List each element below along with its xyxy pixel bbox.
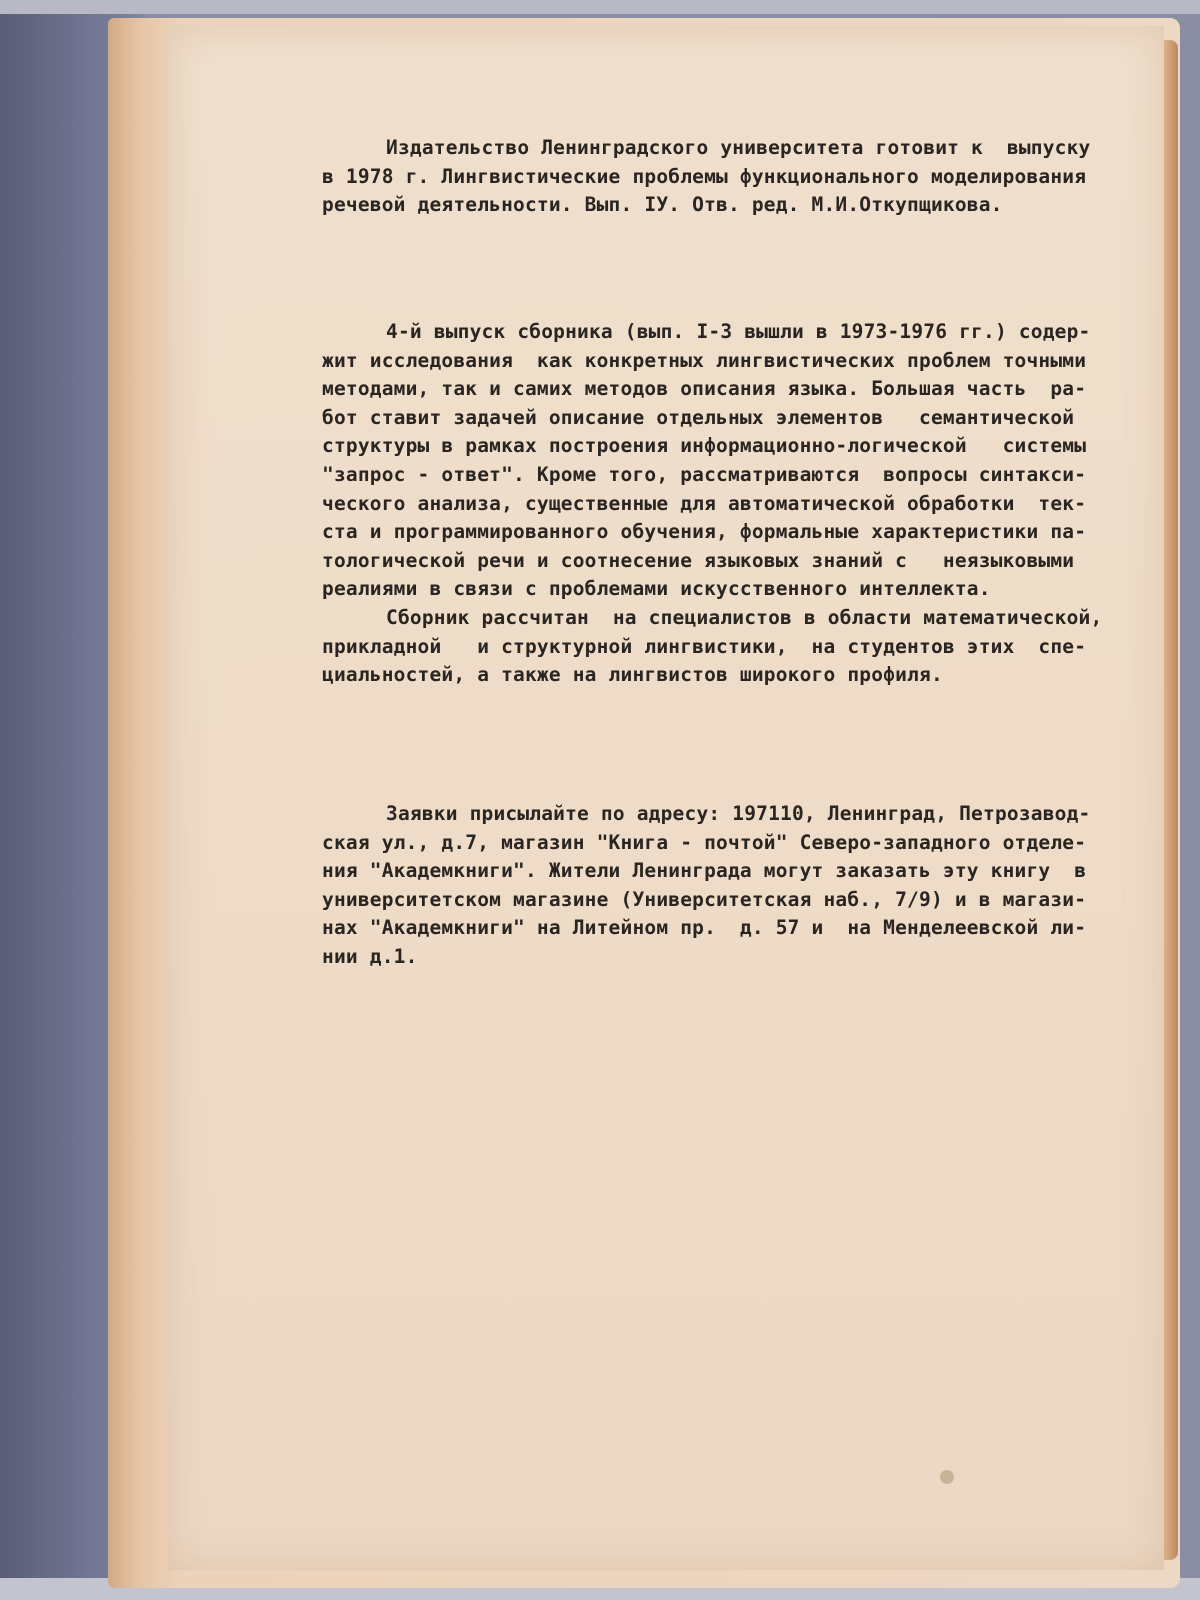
text-line: Издательство Ленинградского университета готовит к выпуску — [386, 136, 1091, 159]
text-line: Заявки присылайте по адресу: 197110, Ленинград, Петрозавод- — [386, 802, 1091, 825]
text-line: реалиями в связи с проблемами искусственного интеллекта. — [322, 577, 991, 601]
text-line: университетском магазине (Университетская наб., 7/9) и в магази- — [322, 887, 1087, 911]
text-line: 4-й выпуск сборника (вып. I-3 вышли в 1973-1976 гг.) содер- — [386, 320, 1091, 343]
text-line: нах "Академкниги" на Литейном пр. д. 57 и на Менделеевской ли- — [322, 916, 1087, 940]
scan-top-margin — [0, 0, 1200, 14]
text-line: нии д.1. — [322, 944, 418, 968]
text-line: в 1978 г. Лингвистические проблемы функционального моделирования — [322, 164, 1087, 188]
text-line: бот ставит задачей описание отдельных элементов семантической — [322, 405, 1075, 429]
announcement-paragraph — [322, 134, 1134, 220]
description-paragraph — [322, 318, 1134, 690]
text-line: методами, так и самих методов описания языка. Большая часть ра- — [322, 377, 1087, 401]
text-line: ста и программированного обучения, формальные характеристики па- — [322, 520, 1087, 544]
text-line: Сборник рассчитан на специалистов в области математической, — [386, 605, 1103, 629]
text-line: ния "Академкниги". Жители Ленинграда могут заказать эту книгу в — [322, 859, 1087, 883]
paper-stain — [940, 1470, 954, 1484]
text-line: жит исследования как конкретных лингвистических проблем точными — [322, 348, 1087, 372]
text-line: структуры в рамках построения информационно-логической системы — [322, 434, 1087, 458]
text-line: ская ул., д.7, магазин "Книга - почтой" Северо-западного отделе- — [322, 830, 1087, 854]
text-line: прикладной и структурной лингвистики, на студентов этих спе- — [322, 634, 1087, 658]
text-line: "запрос - ответ". Кроме того, рассматриваются вопросы синтакси- — [322, 462, 1087, 486]
book-page — [168, 26, 1164, 1570]
text-line: ческого анализа, существенные для автоматической обработки тек- — [322, 491, 1087, 515]
text-line: тологической речи и соотнесение языковых знаний с неязыковыми — [322, 548, 1075, 572]
text-line: циальностей, а также на лингвистов широкого профиля. — [322, 663, 943, 687]
text-line: речевой деятельности. Вып. IУ. Отв. ред. М.И.Откупщикова. — [322, 193, 1003, 217]
ordering-info-paragraph — [322, 800, 1134, 972]
